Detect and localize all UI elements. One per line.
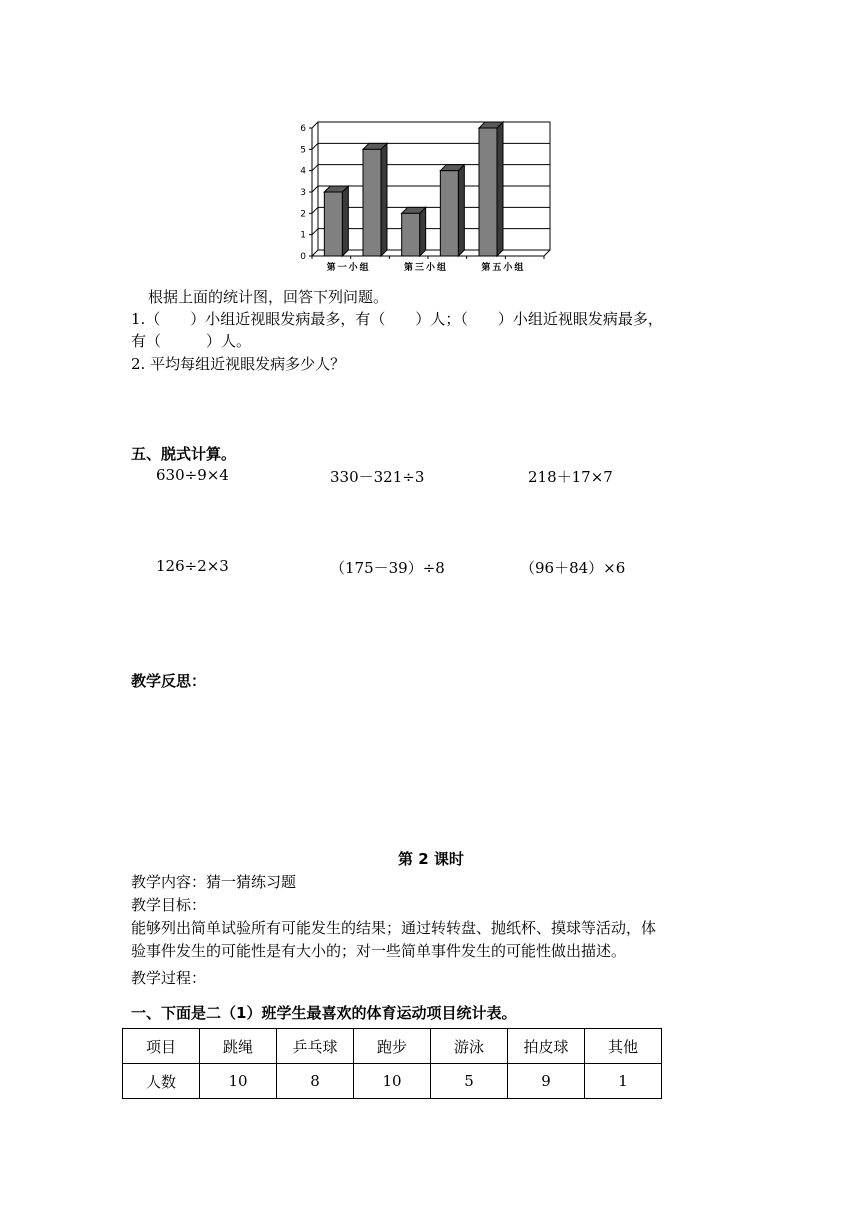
- lesson-title: 第 2 课时: [398, 850, 464, 868]
- goal-label: 教学目标：: [131, 896, 207, 914]
- y-tick-label: 6: [300, 124, 306, 134]
- grid-side-line: [312, 165, 318, 171]
- y-tick-label: 1: [300, 230, 306, 241]
- bar: [402, 213, 420, 256]
- bar-chart: [292, 118, 562, 278]
- table-cell: 跳绳: [200, 1029, 277, 1064]
- section-1-title: 一、下面是二（1）班学生最喜欢的体育运动项目统计表。: [131, 1004, 517, 1022]
- process-label: 教学过程：: [131, 969, 207, 987]
- table-cell: 9: [508, 1064, 585, 1099]
- grid-side-line: [312, 250, 318, 256]
- x-tick-label: 第三小组: [403, 263, 449, 273]
- sports-stats-table: [122, 1028, 662, 1099]
- calc-expression: （175－39）÷8: [330, 559, 445, 577]
- bar: [324, 192, 342, 256]
- grid-side-line: [312, 122, 318, 128]
- bar: [440, 171, 458, 256]
- bar: [363, 149, 381, 256]
- bar-side: [420, 207, 426, 256]
- calc-expression: 126÷2×3: [156, 557, 229, 575]
- table-cell: 1: [585, 1064, 662, 1099]
- grid-side-line: [312, 186, 318, 192]
- x-tick-label: 第五小组: [481, 263, 526, 273]
- bar: [479, 128, 497, 256]
- question-1-line-1: 1.（ ）小组近视眼发病最多，有（ ）人；（ ）小组近视眼发病最多，: [131, 310, 663, 328]
- bar-side: [342, 186, 348, 256]
- question-intro: 根据上面的统计图，回答下列问题。: [148, 288, 389, 306]
- table-header-row: [123, 1029, 662, 1064]
- y-tick-label: 5: [300, 145, 306, 156]
- section-5-title: 五、脱式计算。: [131, 445, 237, 463]
- bar-side: [381, 143, 387, 256]
- table-row: [123, 1064, 662, 1099]
- table-cell: 其他: [585, 1029, 662, 1064]
- grid-side-line: [312, 143, 318, 149]
- table-cell: 游泳: [431, 1029, 508, 1064]
- reflection-title: 教学反思：: [131, 672, 207, 690]
- y-tick-label: 2: [300, 209, 306, 220]
- calc-expression: 218＋17×7: [528, 468, 613, 486]
- table-cell: 拍皮球: [508, 1029, 585, 1064]
- y-tick-label: 4: [300, 166, 306, 177]
- y-tick-label: 0: [300, 252, 306, 262]
- calc-expression: 630÷9×4: [156, 466, 229, 484]
- x-tick-label: 第一小组: [326, 263, 371, 273]
- x-axis-depth: [544, 250, 550, 256]
- table-cell: 5: [431, 1064, 508, 1099]
- goal-line-2: 验事件发生的可能性是有大小的；对一些简单事件发生的可能性做出描述。: [131, 942, 627, 960]
- goal-line-1: 能够列出简单试验所有可能发生的结果；通过转转盘、抛纸杯、摸球等活动，体: [131, 919, 657, 937]
- y-tick-label: 3: [300, 188, 306, 198]
- table-cell: 项目: [123, 1029, 200, 1064]
- question-1-line-2: 有（ ）人。: [131, 332, 252, 350]
- grid-side-line: [312, 229, 318, 235]
- grid-side-line: [312, 207, 318, 213]
- calc-expression: （96＋84）×6: [520, 559, 626, 577]
- content-line: 教学内容：猜一猜练习题: [131, 873, 297, 891]
- table-cell: 乒乓球: [277, 1029, 354, 1064]
- table-cell: 8: [277, 1064, 354, 1099]
- table-cell: 人数: [123, 1064, 200, 1099]
- table-cell: 10: [354, 1064, 431, 1099]
- bar-side: [497, 122, 503, 256]
- table-cell: 10: [200, 1064, 277, 1099]
- bar-side: [458, 165, 464, 256]
- question-2: 2. 平均每组近视眼发病多少人？: [131, 355, 346, 373]
- calc-expression: 330－321÷3: [330, 468, 425, 486]
- table-cell: 跑步: [354, 1029, 431, 1064]
